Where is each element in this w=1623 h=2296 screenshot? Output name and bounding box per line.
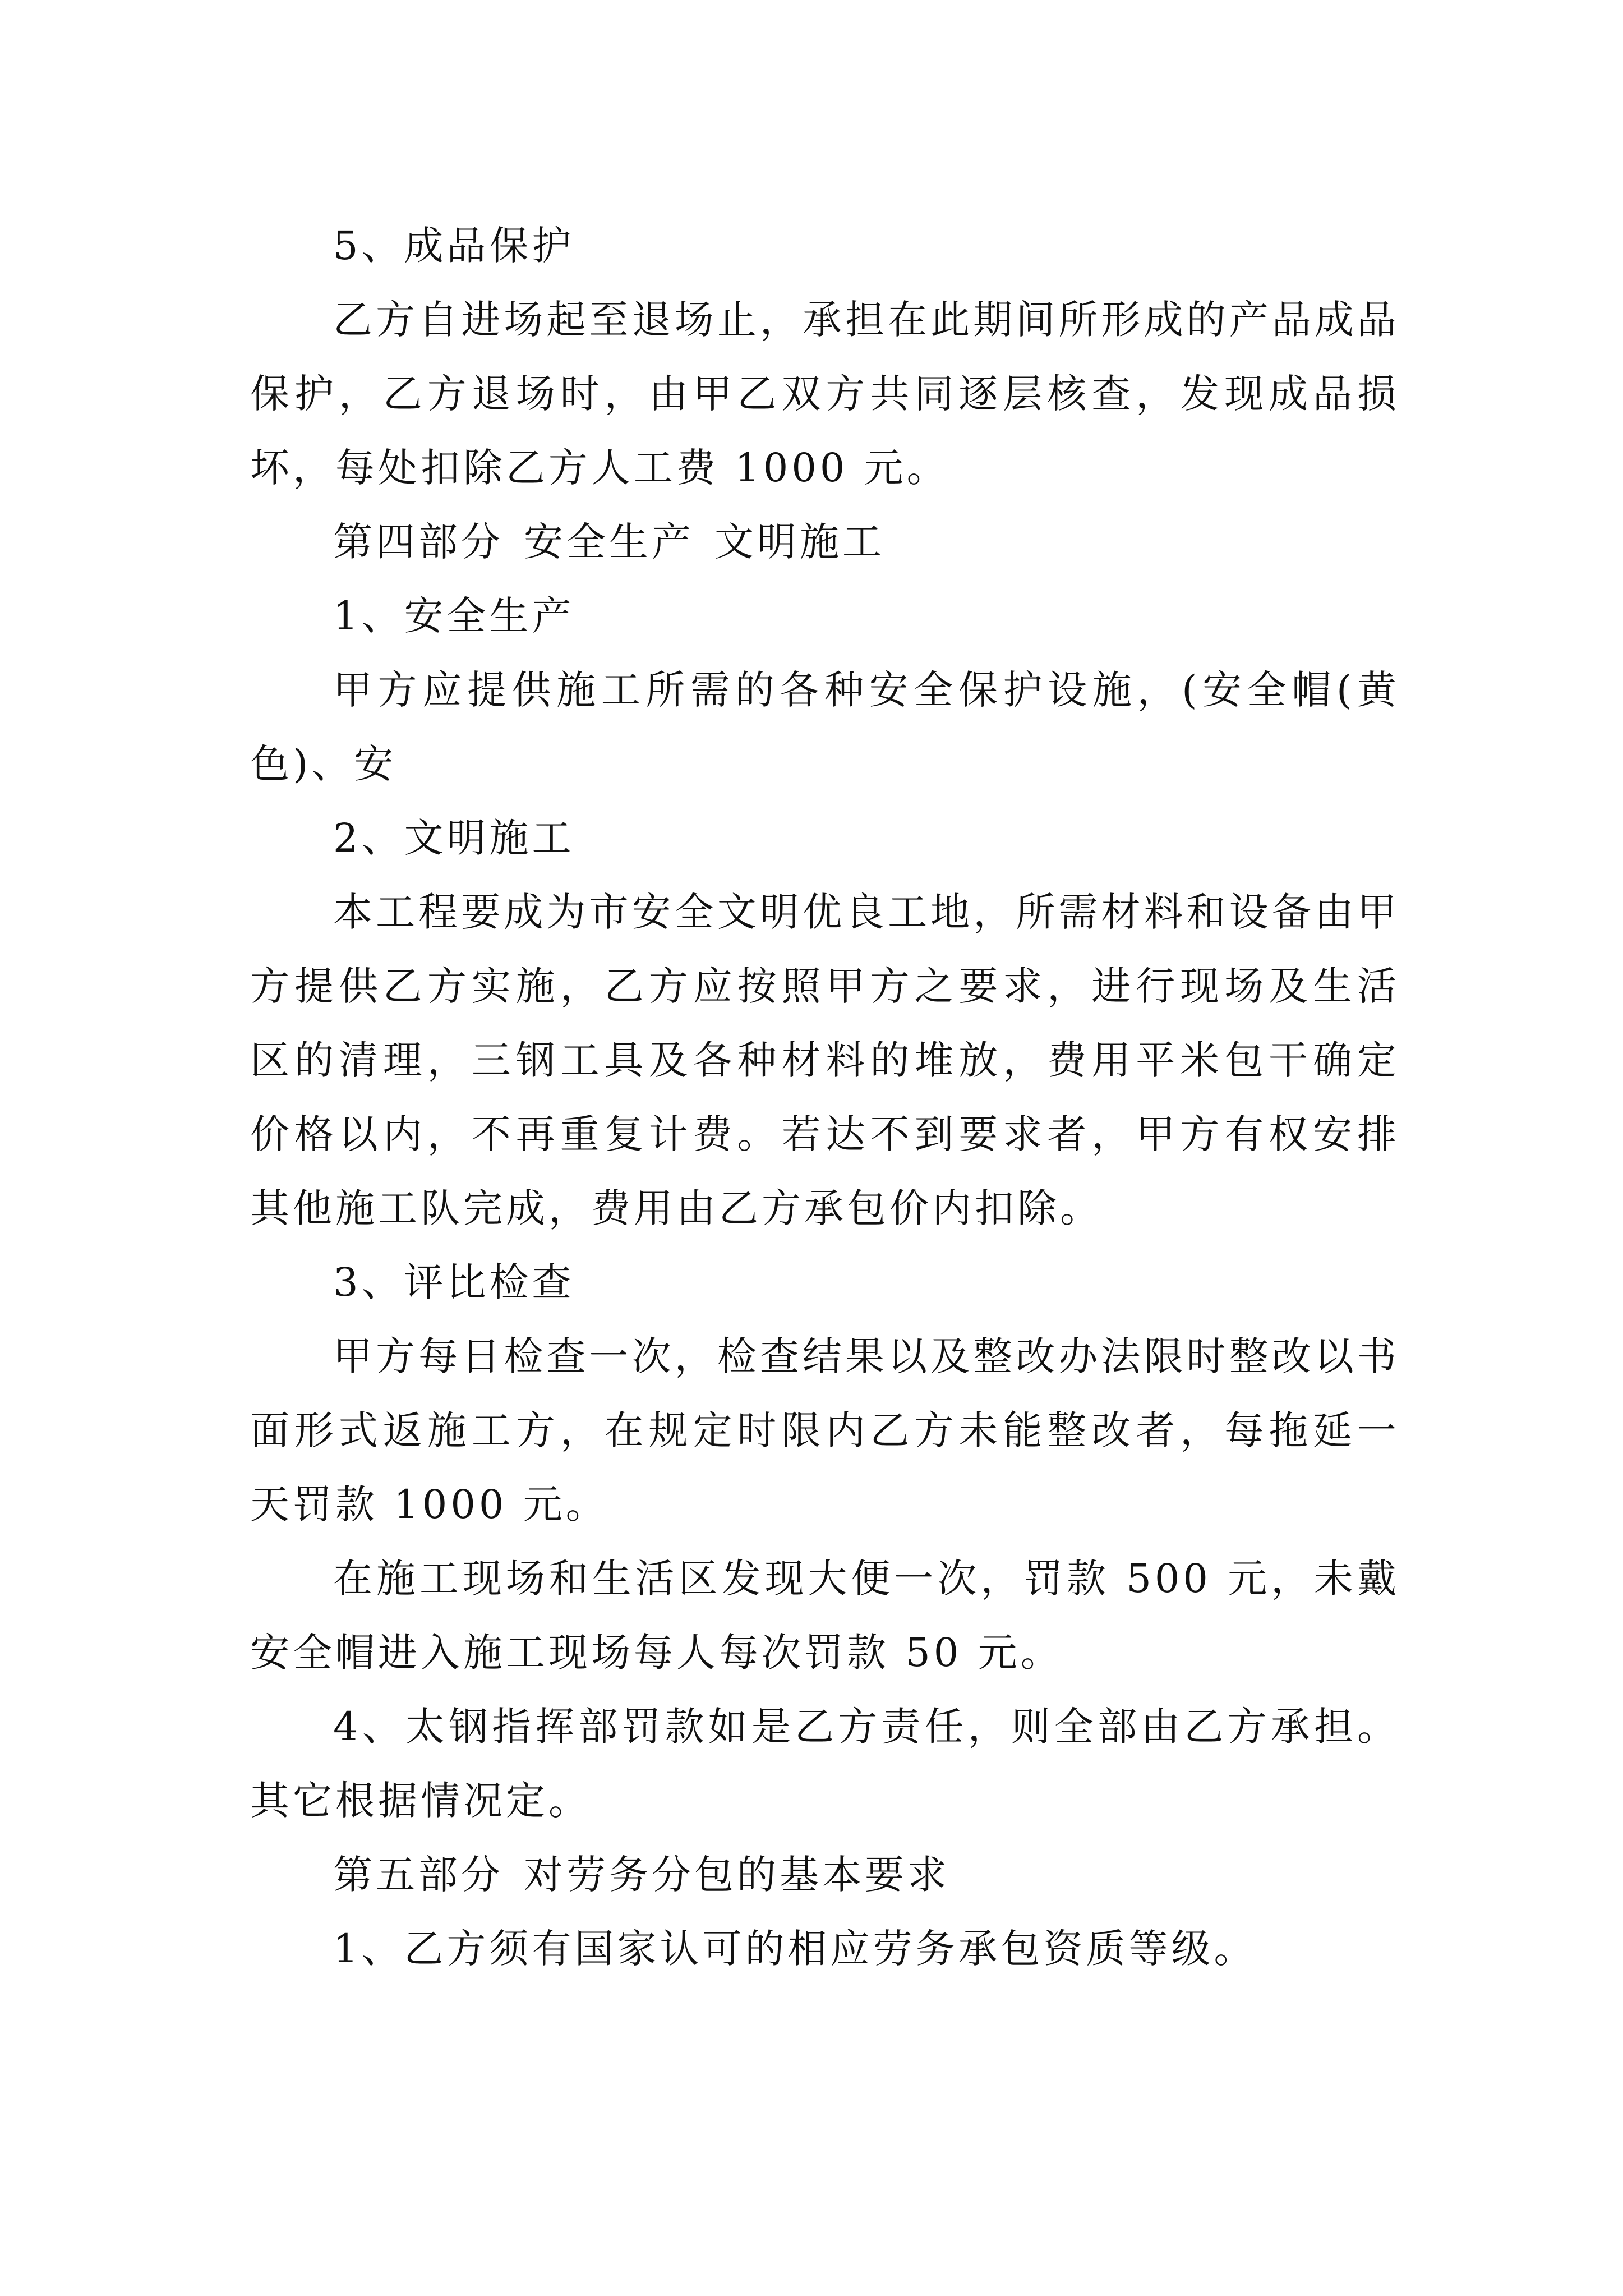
section-heading-safety: 1、安全生产	[333, 593, 575, 639]
part-heading-five	[250, 1838, 1400, 1912]
paragraph-safety: 甲方应提供施工所需的各种安全保护设施，(安全帽(黄色)、安	[250, 667, 1400, 787]
part-heading-five-sub: 对劳务分包的基本要求	[524, 1852, 950, 1898]
paragraph-qualification: 1、乙方须有国家认可的相应劳务承包资质等级。	[333, 1926, 1257, 1972]
section-heading-product-protection: 5、成品保护	[333, 223, 575, 269]
part-heading-four-sub2: 文明施工	[714, 519, 885, 565]
paragraph-inspection: 甲方每日检查一次，检查结果以及整改办法限时整改以书面形式返施工方，在规定时限内乙方未能整改者，每拖延一天罚款 1000 元。	[250, 1333, 1400, 1527]
part-heading-five-title: 第五部分	[333, 1852, 504, 1898]
paragraph-product-protection: 乙方自进场起至退场止，承担在此期间所形成的产品成品保护，乙方退场时，由甲乙双方共同逐层核查，发现成品损坏，每处扣除乙方人工费 1000 元。	[250, 297, 1400, 491]
section-heading-civilized-construction: 2、文明施工	[333, 815, 575, 861]
paragraph-penalties: 在施工现场和生活区发现大便一次，罚款 500 元，未戴安全帽进入施工现场每人每次罚款 50 元。	[250, 1556, 1400, 1676]
part-heading-four-sub1: 安全生产	[524, 519, 694, 565]
paragraph-headquarters-fines: 4、太钢指挥部罚款如是乙方责任，则全部由乙方承担。其它根据情况定。	[250, 1704, 1400, 1824]
paragraph-civilized-construction: 本工程要成为市安全文明优良工地，所需材料和设备由甲方提供乙方实施，乙方应按照甲方之要求，进行现场及生活区的清理，三钢工具及各种材料的堆放，费用平米包干确定价格以内，不再重复计费。若达不到要求者，甲方有权安排其他施工队完成，费用由乙方承包价内扣除。	[250, 889, 1400, 1231]
section-heading-inspection: 3、评比检查	[333, 1259, 575, 1305]
document-body	[250, 209, 1400, 1986]
part-heading-four	[250, 505, 1400, 579]
part-heading-four-title: 第四部分	[333, 519, 504, 565]
